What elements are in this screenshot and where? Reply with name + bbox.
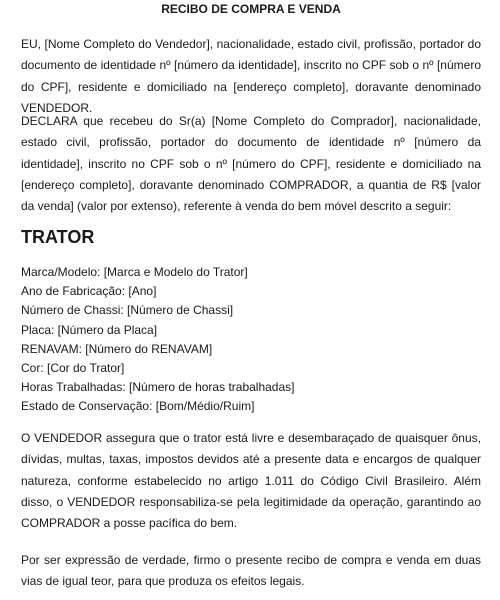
spec-ano-fabricacao: Ano de Fabricação: [Ano] [21, 284, 157, 299]
spec-cor: Cor: [Cor do Trator] [21, 361, 125, 376]
spec-estado-conservacao: Estado de Conservação: [Bom/Médio/Ruim] [21, 399, 255, 414]
document-title: RECIBO DE COMPRA E VENDA [161, 2, 341, 16]
closing-paragraph: Por ser expressão de verdade, firmo o presente recibo de compra e venda em duas vias de igual teor, para que produza os efeitos legais. [21, 553, 481, 589]
tractor-spec-list [21, 263, 295, 417]
spec-marca-modelo: Marca/Modelo: [Marca e Modelo do Trator] [21, 265, 248, 279]
declaration-paragraph: DECLARA que recebeu do Sr(a) [Nome Completo do Comprador], nacionalidade, estado civil, profissão, portador do documento de identidade nº [número da identidade], inscrito no CPF sob o nº [número do CPF], residente e domiciliado na [endereço completo], doravante denominado COMPRADOR, a quantia de R$ [valor da venda] (valor por extenso), referente à venda do bem móvel descrito a seguir: [21, 114, 481, 214]
guarantee-paragraph: O VENDEDOR assegura que o trator está livre e desembaraçado de quaisquer ônus, dívidas, multas, taxas, impostos devidos até a presente data e encargos de qualquer natureza, conforme estabelecido no artigo 1.011 do Código Civil Brasileiro. Além disso, o VENDEDOR responsabiliza-se pela legitimidade da operação, garantindo ao COMPRADOR a posse pacífica do bem. [21, 431, 481, 531]
section-heading-trator: TRATOR [21, 227, 95, 247]
spec-placa: Placa: [Número da Placa] [21, 322, 158, 337]
spec-horas-trabalhadas: Horas Trabalhadas: [Número de horas trabalhadas] [21, 380, 295, 395]
seller-paragraph: EU, [Nome Completo do Vendedor], nacionalidade, estado civil, profissão, portador do documento de identidade nº [número da identidade], inscrito no CPF sob o nº [número do CPF], residente e domiciliado na [endereço completo], doravante denominado VENDEDOR. [21, 37, 481, 115]
spec-numero-chassi: Número de Chassi: [Número de Chassi] [21, 303, 234, 318]
spec-renavam: RENAVAM: [Número do RENAVAM] [21, 341, 213, 356]
